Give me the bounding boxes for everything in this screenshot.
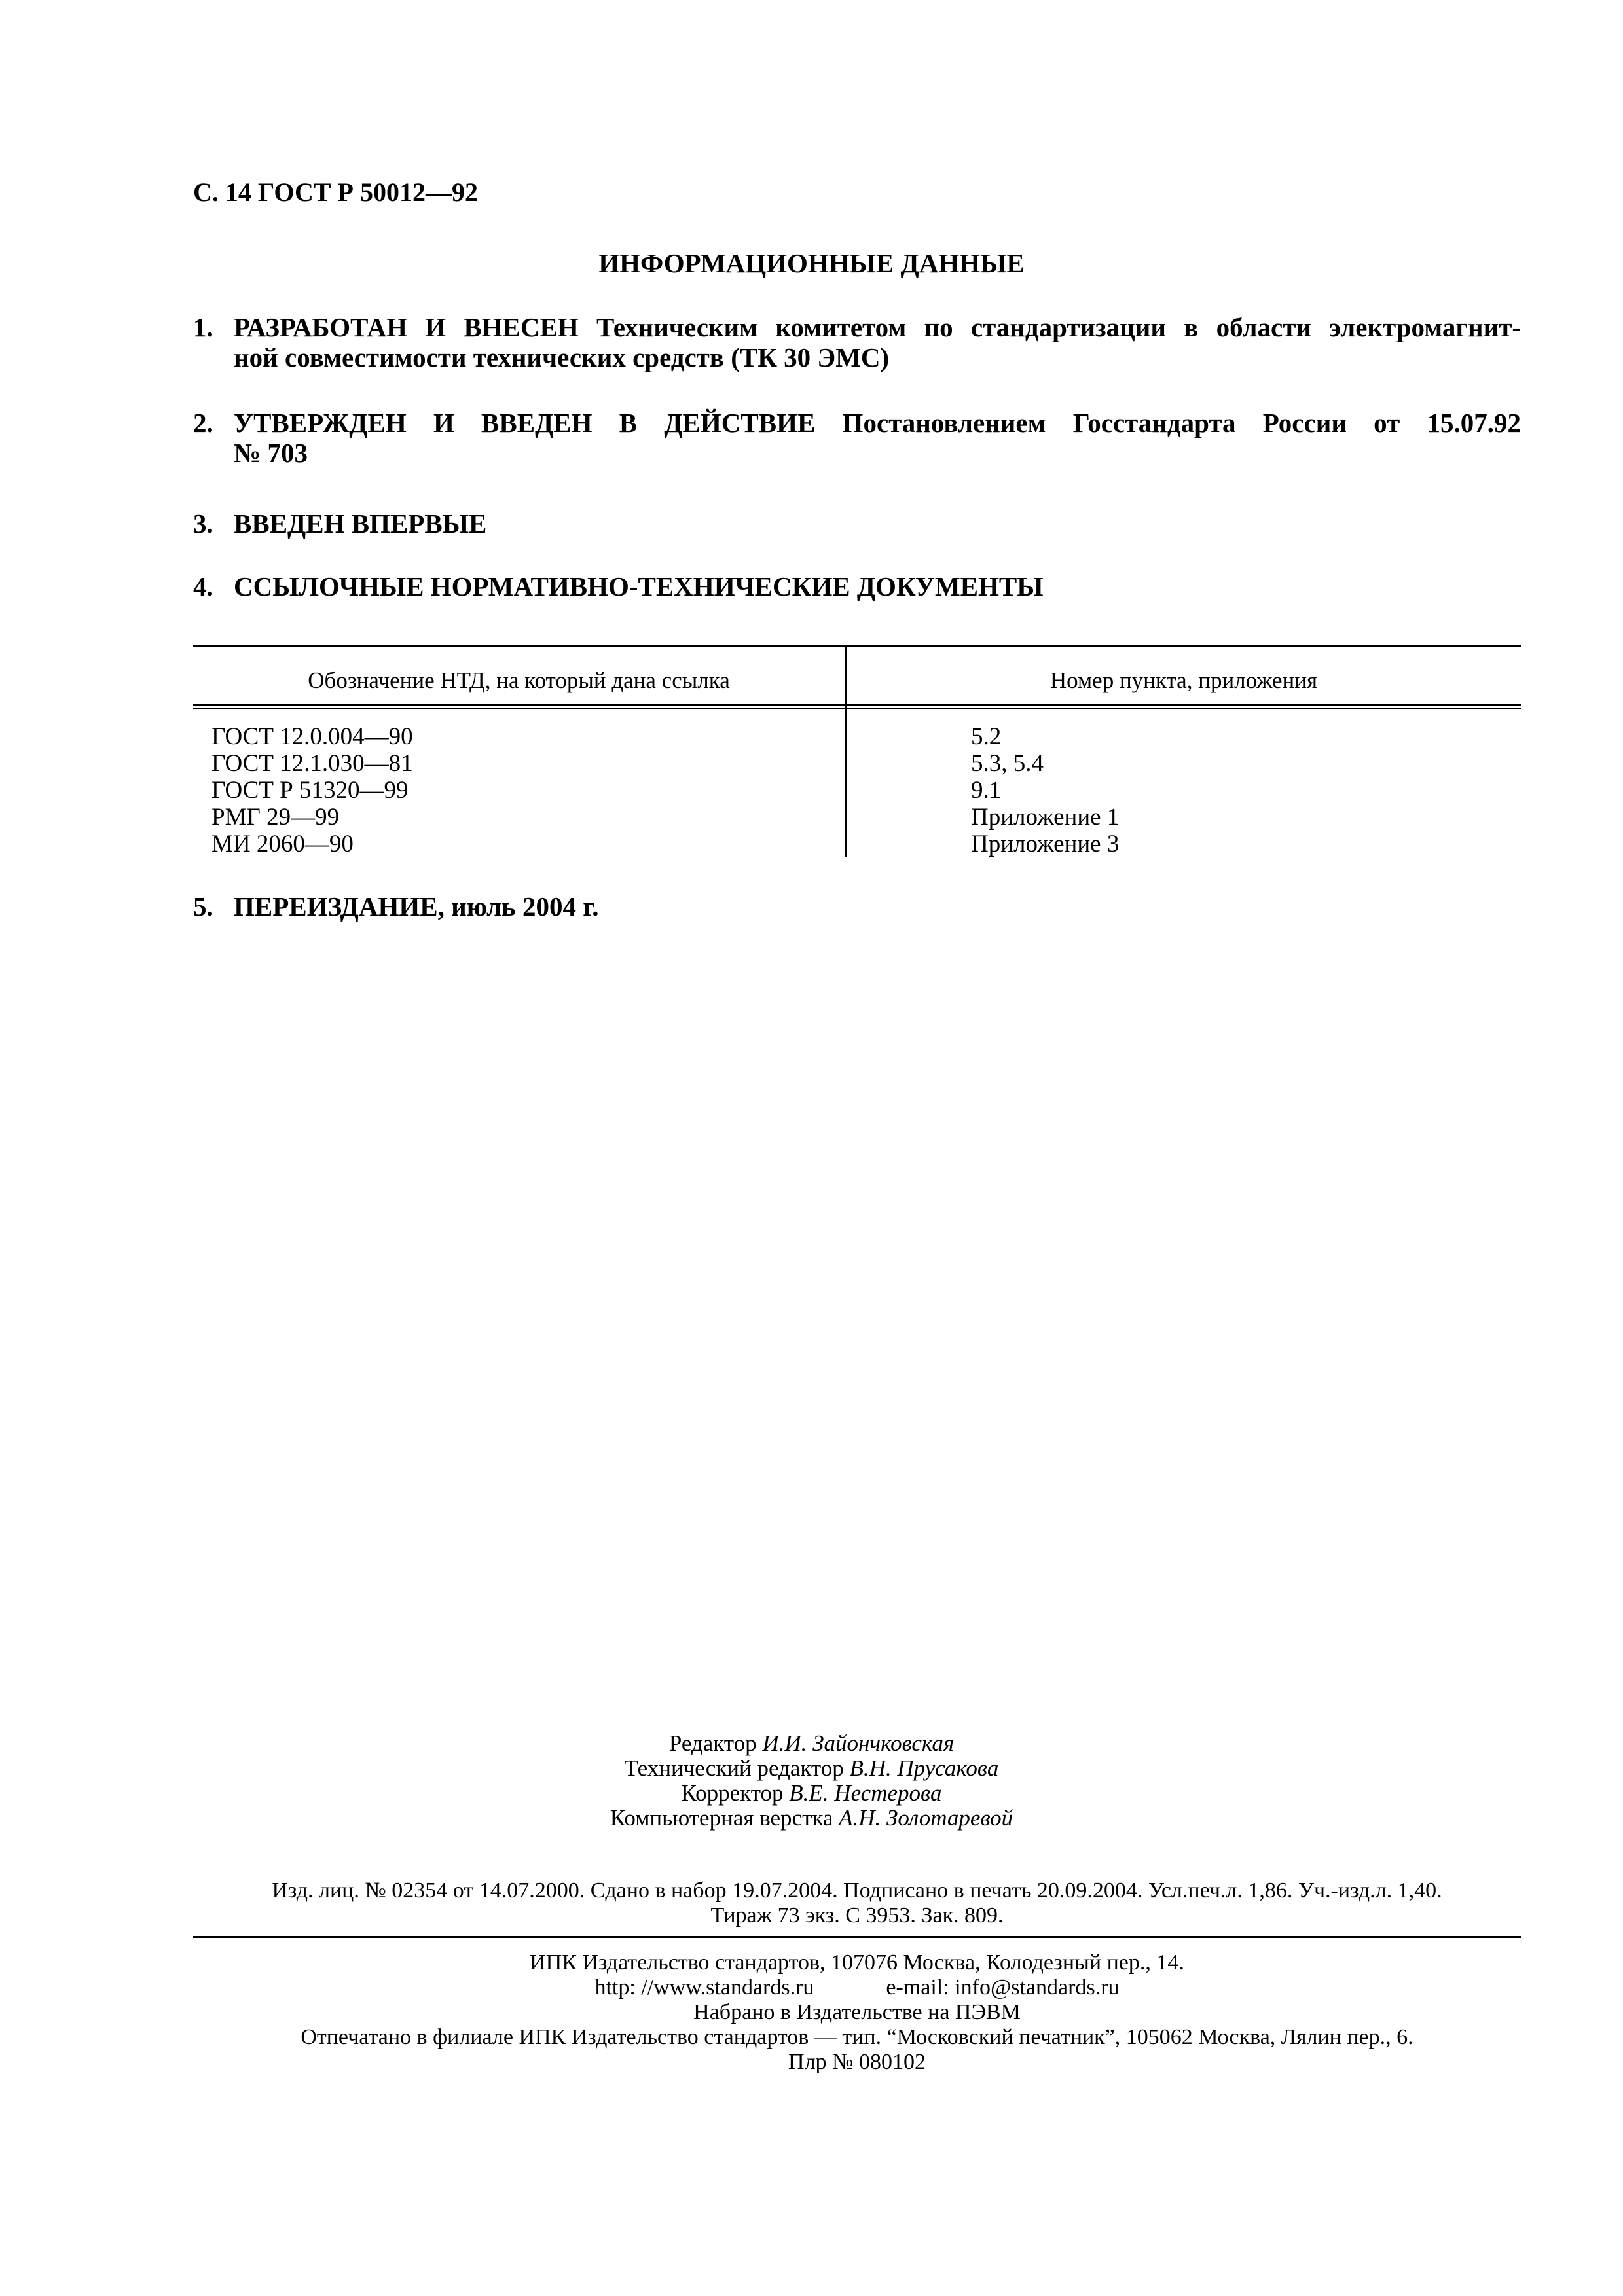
imprint-line: Изд. лиц. № 02354 от 14.07.2000. Сдано в набор 19.07.2004. Подписано в печать 20.09.2004. Усл.печ.л. 1,86. Уч.-изд.л. 1,40. (272, 1878, 1442, 1903)
imprint-block (193, 1878, 1521, 1928)
item-lead: РАЗРАБОТАН И ВНЕСЕН (234, 312, 579, 342)
table-header-clause: Номер пункта, приложения (1049, 668, 1318, 693)
publisher-block (193, 1950, 1521, 2075)
table-column-clause (971, 723, 1119, 857)
table-cell: Приложение 3 (971, 831, 1120, 857)
publisher-line: Отпечатано в филиале ИПК Издательство стандартов — тип. “Московский печатник”, 105062 Москва, Лялин пер., 6. (301, 2025, 1413, 2049)
info-item-5 (193, 891, 1521, 922)
table-header-designation: Обозначение НТД, на который дана ссылка (308, 668, 730, 693)
item-line-1 (234, 312, 1521, 342)
table-top-rule (193, 645, 1521, 647)
item-number: 2. (193, 408, 213, 438)
page-header: С. 14 ГОСТ Р 50012—92 (193, 177, 478, 207)
table-cell: 5.3, 5.4 (971, 750, 1044, 777)
table-cell: ГОСТ 12.0.004—90 (211, 723, 413, 750)
info-item-4 (193, 571, 1521, 601)
item-text: Техническим комитетом по стандартизации в области электромагнит- (578, 312, 1522, 342)
publisher-email: e-mail: info@standards.ru (886, 1975, 1120, 2000)
table-cell: Приложение 1 (971, 804, 1120, 831)
item-line-2: № 703 (234, 438, 308, 468)
credits-block (0, 1731, 1623, 1831)
item-number: 1. (193, 312, 213, 342)
publisher-line: Набрано в Издательстве на ПЭВМ (693, 2000, 1021, 2024)
imprint-line: Тираж 73 экз. С 3953. Зак. 809. (710, 1903, 1004, 1928)
item-text: Постановлением Госстандарта России от 15.07.92 (815, 408, 1521, 438)
item-number: 3. (193, 509, 213, 539)
item-lead: ПЕРЕИЗДАНИЕ, июль 2004 г. (234, 891, 599, 922)
item-lead: ССЫЛОЧНЫЕ НОРМАТИВНО-ТЕХНИЧЕСКИЕ ДОКУМЕНТЫ (234, 571, 1044, 601)
info-item-2 (193, 408, 1521, 468)
item-line-2: ной совместимости технических средств (ТК 30 ЭМС) (234, 342, 890, 372)
publisher-contacts (193, 1975, 1521, 2000)
item-lead: ВВЕДЕН ВПЕРВЫЕ (234, 509, 487, 539)
table-cell: РМГ 29—99 (211, 804, 340, 831)
imprint-rule (193, 1936, 1521, 1938)
credit-proofreader: Корректор В.Е. Нестерова (681, 1780, 942, 1806)
table-cell: ГОСТ Р 51320—99 (211, 777, 409, 804)
credit-editor: Редактор И.И. Зайончковская (668, 1731, 955, 1756)
item-number: 5. (193, 891, 213, 922)
credit-tech-editor: Технический редактор В.Н. Прусакова (624, 1755, 999, 1781)
publisher-line: Плр № 080102 (788, 2050, 926, 2074)
publisher-web: http: //www.standards.ru (594, 1975, 814, 2000)
table-cell: 9.1 (971, 777, 1002, 804)
publisher-line: ИПК Издательство стандартов, 107076 Москва, Колодезный пер., 14. (530, 1950, 1184, 1975)
info-item-3 (193, 509, 1521, 539)
credit-layout: Компьютерная верстка А.Н. Золотаревой (610, 1805, 1013, 1831)
section-title: ИНФОРМАЦИОННЫЕ ДАННЫЕ (598, 248, 1025, 278)
item-lead: УТВЕРЖДЕН И ВВЕДЕН В ДЕЙСТВИЕ (234, 408, 816, 438)
item-line-1 (234, 408, 1521, 438)
table-cell: МИ 2060—90 (211, 831, 354, 857)
table-cell: 5.2 (971, 723, 1002, 750)
table-cell: ГОСТ 12.1.030—81 (211, 750, 413, 777)
table-header-rule-1 (193, 704, 1521, 706)
item-number: 4. (193, 571, 213, 601)
table-header-rule-2 (193, 708, 1521, 709)
info-item-1 (193, 312, 1521, 372)
table-column-designation (211, 723, 413, 857)
